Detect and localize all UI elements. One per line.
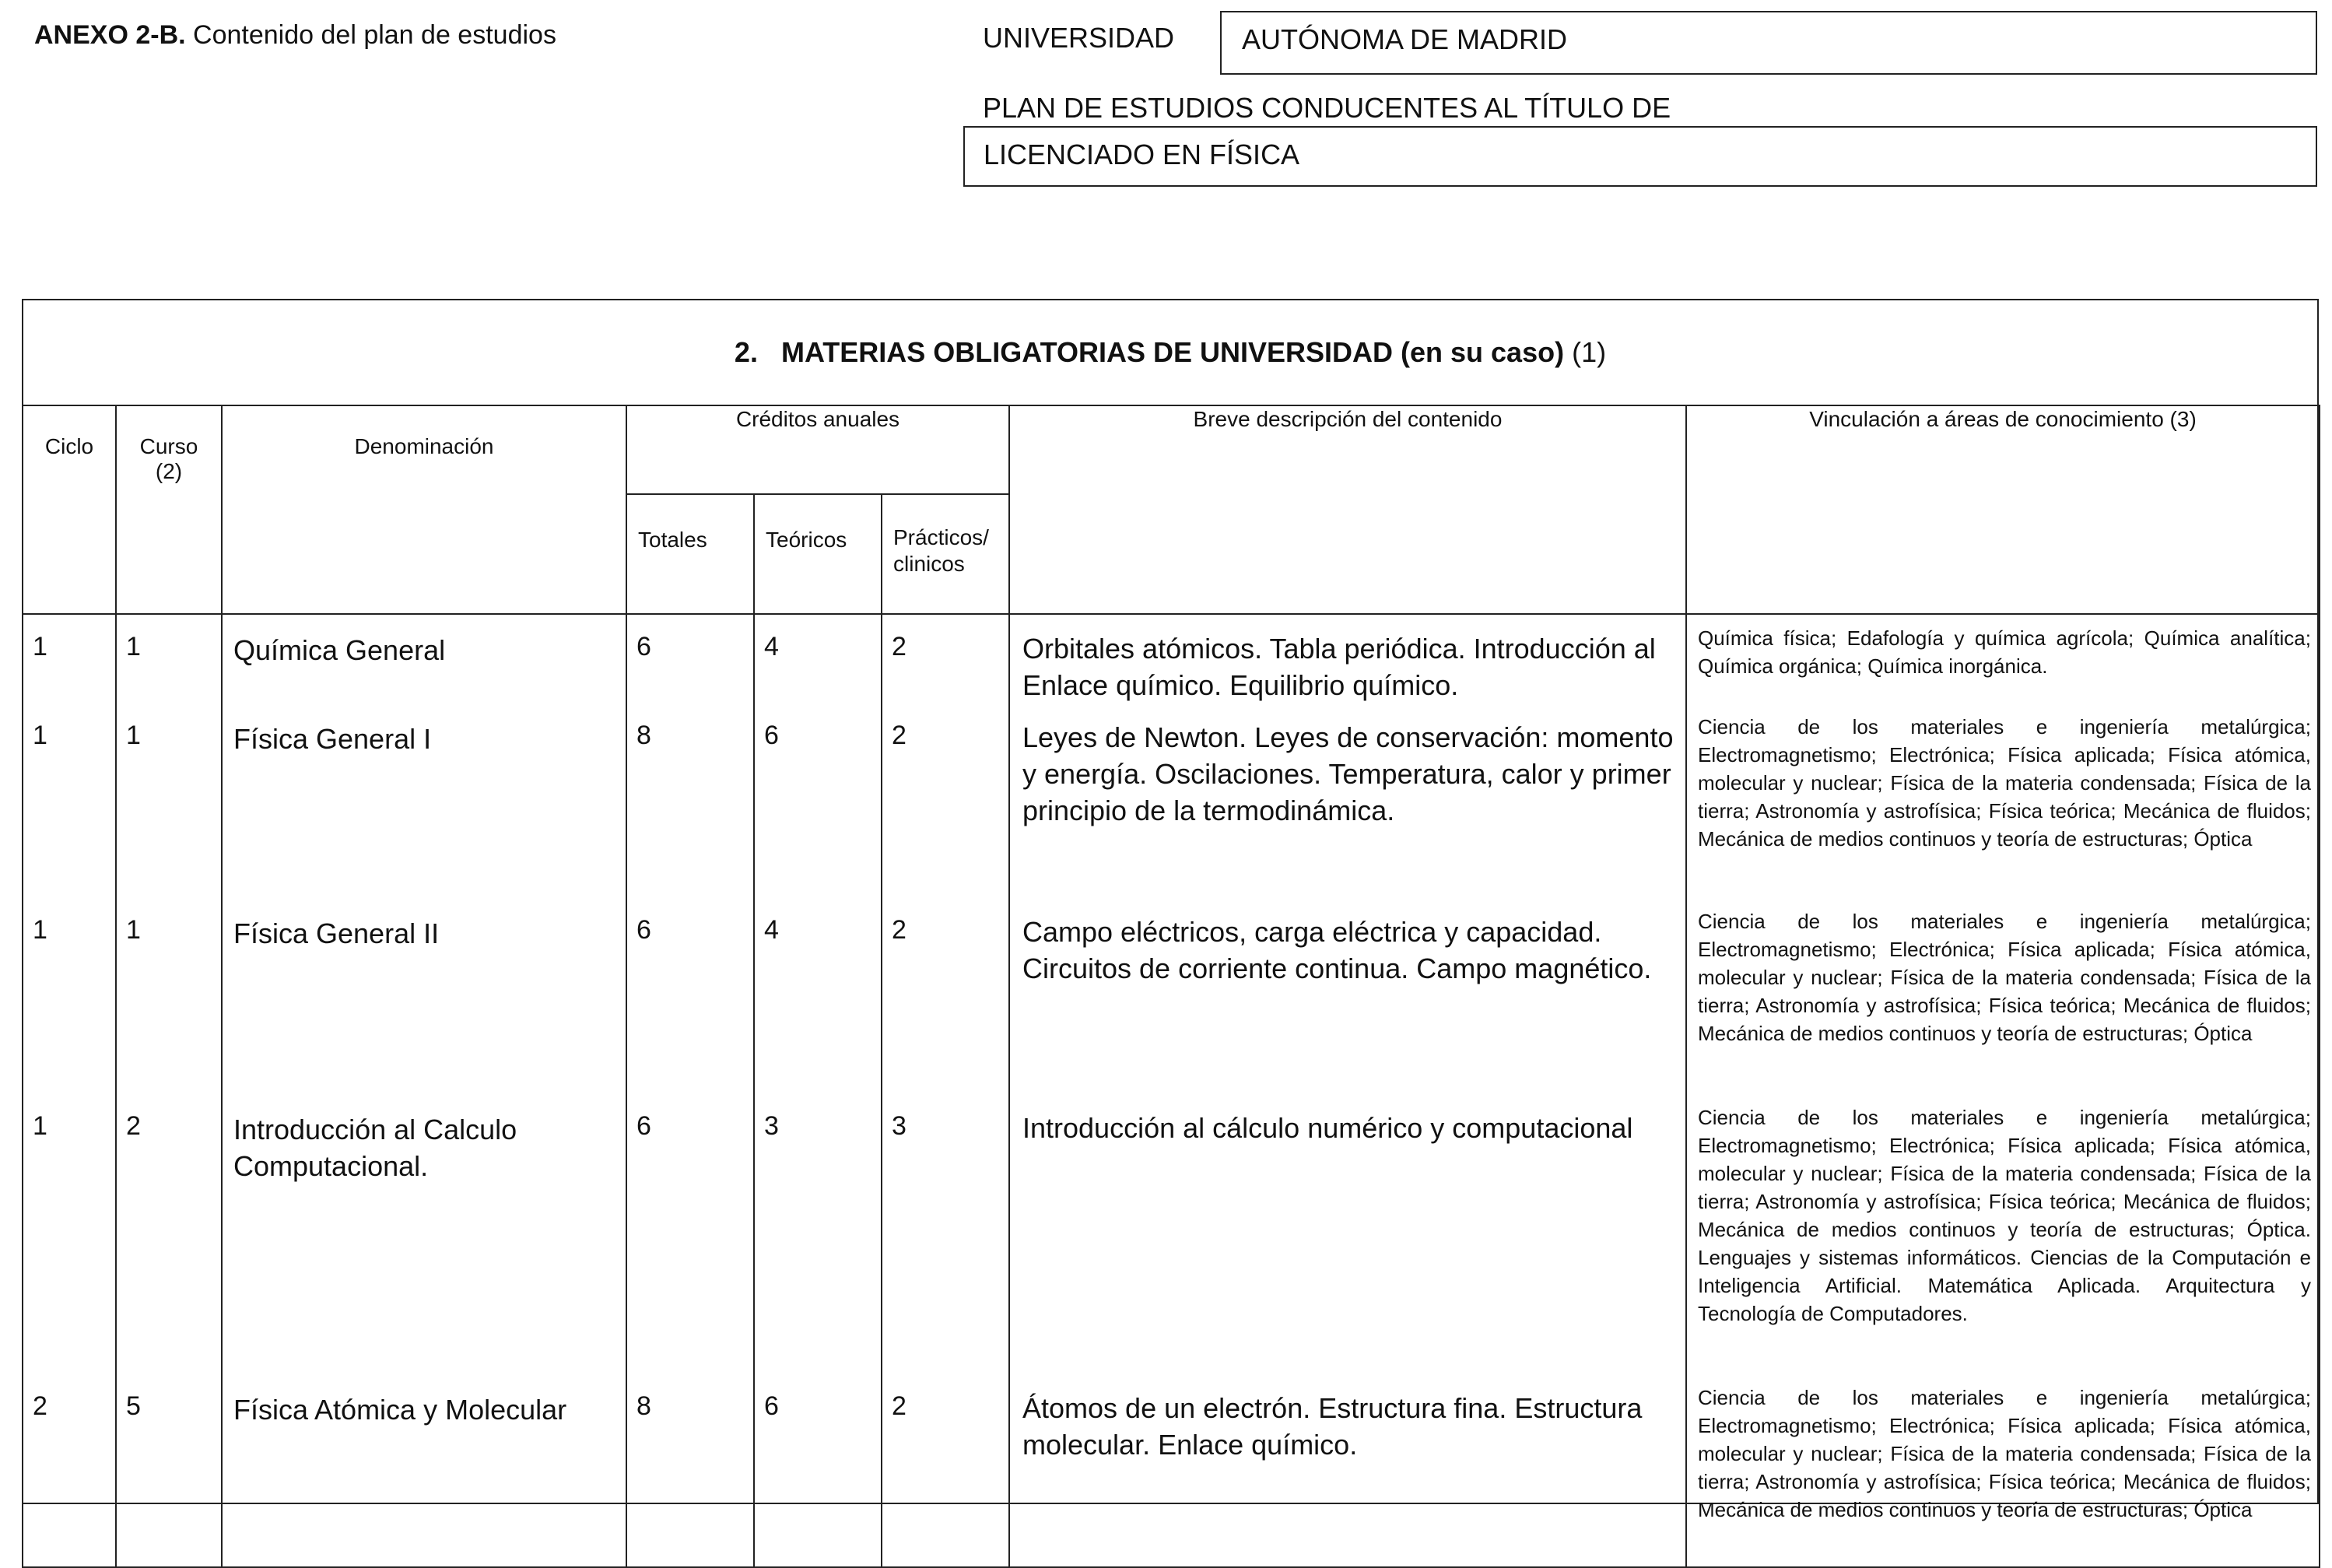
cell-totales: 6	[626, 898, 754, 1094]
table-row	[23, 1374, 2320, 1567]
header-curso-label: Curso	[139, 434, 198, 458]
cell-vinculacion: Ciencia de los materiales e ingeniería metalúrgica; Electromagnetismo; Electrónica; Física aplicada; Física atómica, molecular y nuclear; Física de la materia condensada; Física de la tierra; Astronomía y astrofísica; Física teórica; Mecánica de fluidos; Mecánica de medios continuos y teoría de estructuras; Óptica	[1686, 703, 2320, 898]
table-row	[23, 614, 2320, 703]
cell-ciclo: 2	[23, 1374, 116, 1567]
cell-descripcion: Introducción al cálculo numérico y computacional	[1009, 1094, 1686, 1374]
section-heading: MATERIAS OBLIGATORIAS DE UNIVERSIDAD (en su caso)	[780, 336, 1565, 368]
cell-descripcion: Átomos de un electrón. Estructura fina. Estructura molecular. Enlace químico.	[1009, 1374, 1686, 1567]
cell-totales: 6	[626, 614, 754, 703]
header-curso	[116, 405, 222, 614]
university-value: AUTÓNOMA DE MADRID	[1242, 23, 1568, 55]
cell-curso: 1	[116, 703, 222, 898]
cell-curso: 1	[116, 614, 222, 703]
cell-practicos: 2	[882, 703, 1009, 898]
section-note: (1)	[1564, 336, 1607, 368]
header-practicos-line2: clinicos	[893, 552, 965, 576]
cell-ciclo: 1	[23, 614, 116, 703]
cell-teoricos: 6	[754, 1374, 882, 1567]
header-ciclo: Ciclo	[23, 405, 116, 614]
degree-value: LICENCIADO EN FÍSICA	[984, 139, 1300, 170]
header-totales: Totales	[626, 494, 754, 614]
cell-practicos: 2	[882, 614, 1009, 703]
cell-curso: 5	[116, 1374, 222, 1567]
cell-descripcion: Orbitales atómicos. Tabla periódica. Introducción al Enlace químico. Equilibrio químico.	[1009, 614, 1686, 703]
table-row	[23, 898, 2320, 1094]
cell-totales: 6	[626, 1094, 754, 1374]
cell-practicos: 3	[882, 1094, 1009, 1374]
cell-ciclo: 1	[23, 703, 116, 898]
cell-denominacion: Química General	[222, 614, 626, 703]
degree-box	[963, 126, 2317, 187]
cell-curso: 2	[116, 1094, 222, 1374]
annex-title	[34, 20, 556, 51]
header-curso-note: (2)	[155, 459, 183, 483]
cell-denominacion: Física General I	[222, 703, 626, 898]
cell-vinculacion: Ciencia de los materiales e ingeniería metalúrgica; Electromagnetismo; Electrónica; Física aplicada; Física atómica, molecular y nuclear; Física de la materia condensada; Física de la tierra; Astronomía y astrofísica; Física teórica; Mecánica de fluidos; Mecánica de medios continuos y teoría de estructuras; Óptica	[1686, 1374, 2320, 1567]
section-title	[22, 336, 2319, 369]
cell-descripcion: Campo eléctricos, carga eléctrica y capacidad. Circuitos de corriente continua. Campo magnético.	[1009, 898, 1686, 1094]
cell-ciclo: 1	[23, 898, 116, 1094]
cell-practicos: 2	[882, 1374, 1009, 1567]
header-teoricos: Teóricos	[754, 494, 882, 614]
header-practicos	[882, 494, 1009, 614]
section-number: 2.	[734, 336, 758, 368]
cell-denominacion: Introducción al Calculo Computacional.	[222, 1094, 626, 1374]
university-box	[1220, 11, 2317, 75]
cell-vinculacion: Ciencia de los materiales e ingeniería metalúrgica; Electromagnetismo; Electrónica; Física aplicada; Física atómica, molecular y nuclear; Física de la materia condensada; Física de la tierra; Astronomía y astrofísica; Física teórica; Mecánica de fluidos; Mecánica de medios continuos y teoría de estructuras; Óptica	[1686, 898, 2320, 1094]
cell-denominacion: Física General II	[222, 898, 626, 1094]
subjects-table	[22, 405, 2320, 1568]
header-descripcion: Breve descripción del contenido	[1009, 405, 1686, 614]
cell-teoricos: 3	[754, 1094, 882, 1374]
cell-ciclo: 1	[23, 1094, 116, 1374]
plan-label: PLAN DE ESTUDIOS CONDUCENTES AL TÍTULO DE	[983, 92, 1671, 124]
university-label: UNIVERSIDAD	[983, 22, 1175, 54]
cell-vinculacion: Ciencia de los materiales e ingeniería metalúrgica; Electromagnetismo; Electrónica; Física aplicada; Física atómica, molecular y nuclear; Física de la materia condensada; Física de la tierra; Astronomía y astrofísica; Física teórica; Mecánica de fluidos; Mecánica de medios continuos y teoría de estructuras; Óptica. Lenguajes y sistemas informáticos. Ciencias de la Computación e Inteligencia Artificial. Matemática Aplicada. Arquitectura y Tecnología de Computadores.	[1686, 1094, 2320, 1374]
cell-totales: 8	[626, 703, 754, 898]
annex-label: ANEXO 2-B.	[34, 20, 186, 50]
cell-totales: 8	[626, 1374, 754, 1567]
annex-text: Contenido del plan de estudios	[185, 20, 556, 50]
cell-teoricos: 4	[754, 614, 882, 703]
header-vinculacion: Vinculación a áreas de conocimiento (3)	[1686, 405, 2320, 614]
cell-denominacion: Física Atómica y Molecular	[222, 1374, 626, 1567]
cell-vinculacion: Química física; Edafología y química agrícola; Química analítica; Química orgánica; Química inorgánica.	[1686, 614, 2320, 703]
cell-teoricos: 4	[754, 898, 882, 1094]
header-denominacion: Denominación	[222, 405, 626, 614]
cell-curso: 1	[116, 898, 222, 1094]
table-row	[23, 703, 2320, 898]
table-row	[23, 1094, 2320, 1374]
header-creditos: Créditos anuales	[626, 405, 1009, 494]
cell-descripcion: Leyes de Newton. Leyes de conservación: momento y energía. Oscilaciones. Temperatura, calor y primer principio de la termodinámica.	[1009, 703, 1686, 898]
header-practicos-line1: Prácticos/	[893, 525, 989, 549]
cell-practicos: 2	[882, 898, 1009, 1094]
cell-teoricos: 6	[754, 703, 882, 898]
